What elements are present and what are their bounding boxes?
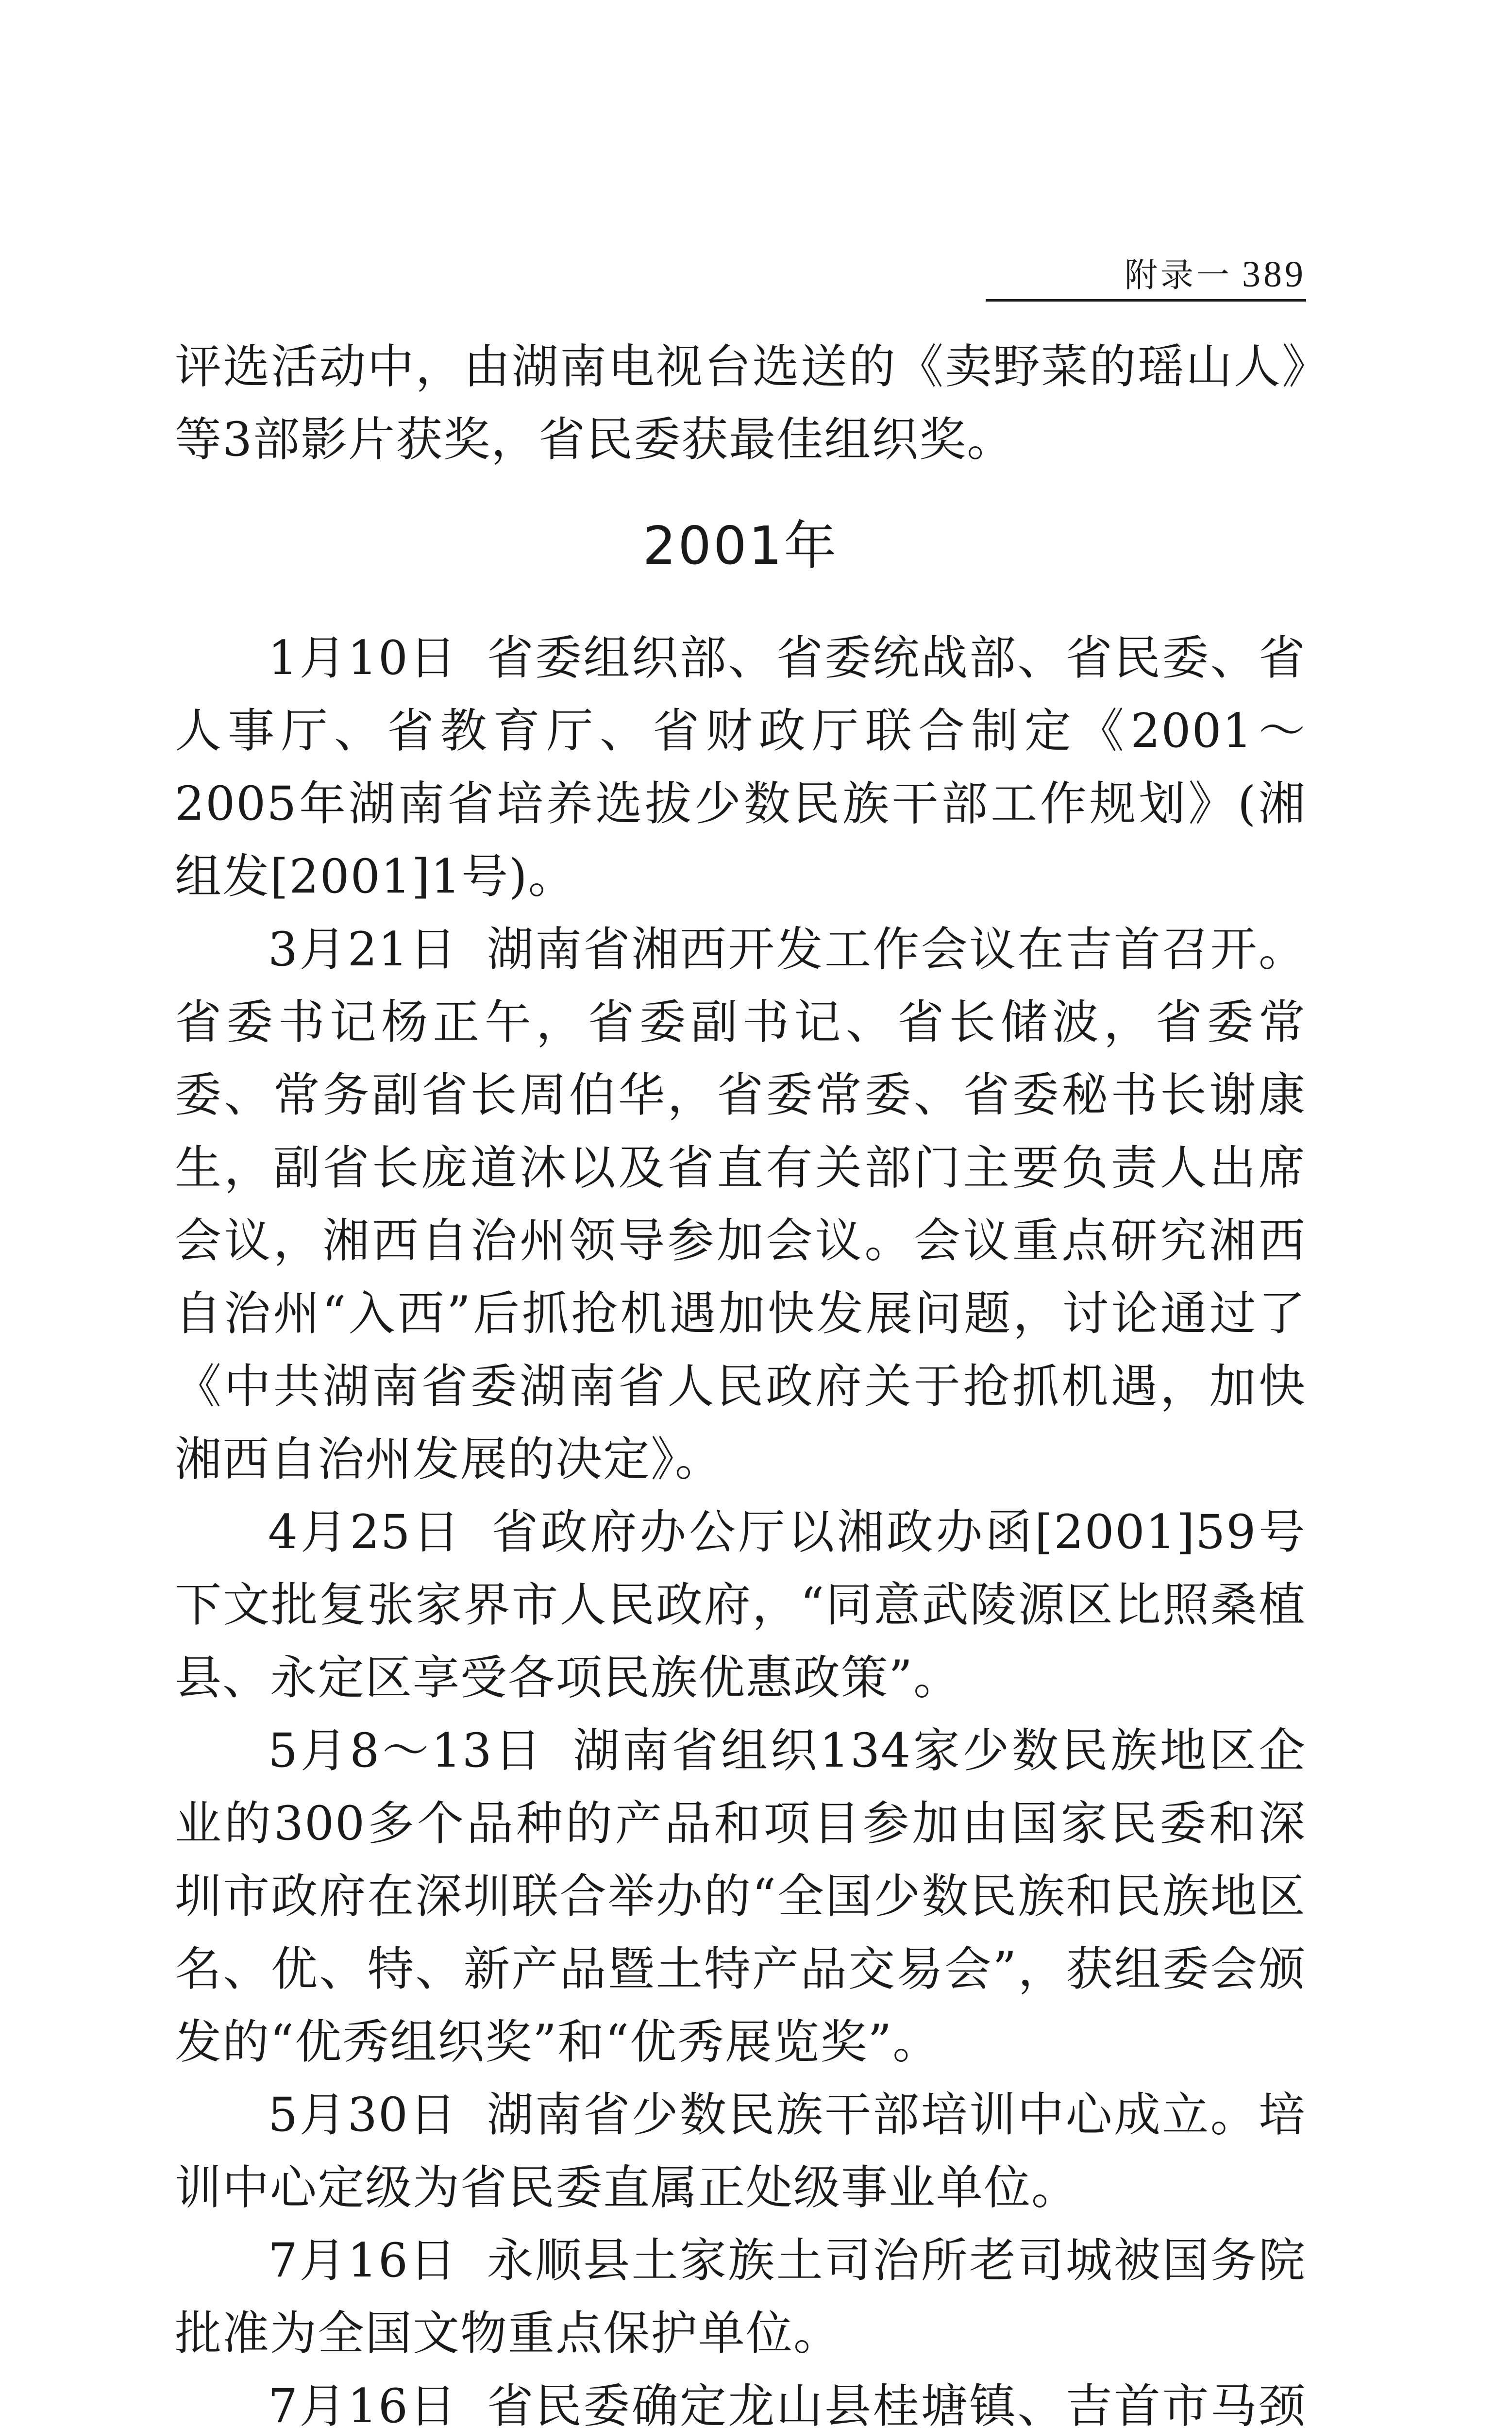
- running-header: [986, 253, 1306, 302]
- chronicle-entry: [175, 2370, 1306, 2428]
- entry-text: 湖南省组织134家少数民族地区企业的300多个品种的产品和项目参加由国家民委和深圳市政府在深圳联合举办的“全国少数民族和民族地区名、优、特、新产品暨土特产品交易会”，获组委会颁发的“优秀组织奖”和“优秀展览奖”。: [175, 1723, 1307, 2069]
- entry-text: 湖南省湘西开发工作会议在吉首召开。省委书记杨正午，省委副书记、省长储波，省委常委、常务副省长周伯华，省委常委、省委秘书长谢康生，副省长庞道沐以及省直有关部门主要负责人出席会议，湘西自治州领导参加会议。会议重点研究湘西自治州“入西”后抓抢机遇加快发展问题，讨论通过了《中共湖南省委湖南省人民政府关于抢抓机遇，加快湘西自治州发展的决定》。: [175, 922, 1307, 1486]
- entry-date: 4月25日: [268, 1505, 463, 1559]
- entry-date: 3月21日: [268, 922, 458, 977]
- entry-date: 5月8～13日: [268, 1723, 544, 1778]
- chronicle-entry: [175, 2078, 1306, 2224]
- chronicle-entry: [175, 2224, 1306, 2370]
- entry-date: 7月16日: [268, 2379, 458, 2428]
- entry-text: 省委组织部、省委统战部、省民委、省人事厅、省教育厅、省财政厅联合制定《2001～2005年湖南省培养选拔少数民族干部工作规划》(湘组发[2001]1号)。: [175, 631, 1307, 904]
- entry-date: 5月30日: [268, 2088, 458, 2142]
- entry-date: 1月10日: [268, 631, 458, 685]
- year-heading: 2001年: [642, 516, 839, 576]
- page-number: 389: [1242, 254, 1306, 295]
- entry-text: 永顺县土家族土司治所老司城被国务院批准为全国文物重点保护单位。: [175, 2233, 1307, 2361]
- entry-text: 省政府办公厅以湘政办函[2001]59号下文批复张家界市人民政府，“同意武陵源区比照桑植县、永定区享受各项民族优惠政策”。: [175, 1505, 1307, 1705]
- chronicle-entry: [175, 913, 1306, 1496]
- header-section-title: 附录一: [1124, 256, 1232, 295]
- entry-text: 湖南省少数民族干部培训中心成立。培训中心定级为省民委直属正处级事业单位。: [175, 2088, 1307, 2215]
- chronicle-entry: [175, 1714, 1306, 2078]
- chronicle-entry: [175, 1496, 1306, 1714]
- chronicle-entry: [175, 622, 1306, 913]
- body-text: [175, 330, 1306, 2428]
- intro-paragraph: 评选活动中，由湖南电视台选送的《卖野菜的瑶山人》等3部影片获奖，省民委获最佳组织奖。: [175, 339, 1306, 467]
- entry-text: 省民委确定龙山县桂塘镇、吉首市马颈: [487, 2379, 1307, 2428]
- entry-date: 7月16日: [268, 2233, 458, 2288]
